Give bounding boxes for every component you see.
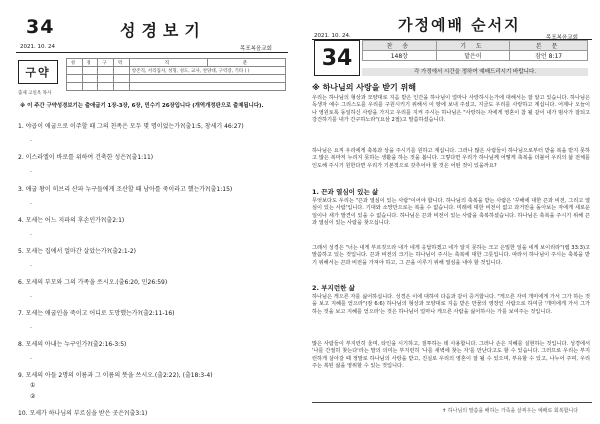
church-name: 목포복음교회 bbox=[546, 35, 578, 41]
section-title: ※ 하나님의 사랑을 받기 위해 bbox=[312, 83, 416, 92]
table-cell: 맡은이 bbox=[436, 51, 510, 61]
date-label: 2021. 10. 24 bbox=[20, 44, 55, 50]
table-cell: 148장 bbox=[363, 51, 437, 61]
table-cell[interactable] bbox=[82, 83, 98, 91]
question-8: 8. 모세의 아내는 누구인가?(출2:16-3:5) bbox=[18, 341, 127, 348]
question-5: 5. 모세는 집에서 얼마간 살았는가?(출2:1-2) bbox=[18, 248, 137, 255]
divider bbox=[16, 52, 288, 53]
subheading-1: 1. 끈과 열심이 있는 삶 bbox=[312, 188, 379, 196]
question-1: 1. 야곱이 애굽으로 이주할 때 그의 친족은 모두 몇 명이었는가?(출1:5, 창세기 46:27) bbox=[18, 123, 244, 130]
table-cell[interactable] bbox=[114, 83, 130, 91]
table-header: 찬 송 bbox=[363, 41, 437, 51]
page-title: 가정예배 순서지 bbox=[398, 16, 521, 34]
paragraph: 많은 사람들이 부지런히 울며, 타인을 시기하고, 질투하는 데 사용합니다. 그러나 손은 지혜를 실현하는 것입니다. 성경에서 '나를 간절히 찾는다'라는 말의 의미는 부지런히 '나를 새벽에 찾는 자'를 만난다고도 할 수 있습니다. 그러므로 우리는 부지런하게 살아갈 때 정말로 하나님의 사랑을 받고, 진실로 우리의 영혼이 잘 될 수 있으며, 부유할 수 있고, 나누어 주며, 우리 주는 복된 삶을 영위할 수 있는 것입니다. bbox=[312, 341, 590, 370]
table-cell[interactable] bbox=[82, 75, 98, 83]
role-options: 항존직, 서리집사, 성형, 성도, 교사, 찬양대, 구역장, 기타 ( ) bbox=[129, 67, 285, 75]
church-name: 목포복음교회 bbox=[240, 46, 272, 52]
footer-divider bbox=[312, 402, 592, 403]
table-header: 구 bbox=[98, 59, 114, 67]
table-header: 직 bbox=[129, 59, 207, 67]
table-header: 본 문 bbox=[510, 41, 588, 51]
intro-note: ※ 이 주간 구약성경보기는 출애굽기 1장-3장, 6장, 민수기 26장입니다 (개역개정판으로 출제됩니다). bbox=[20, 103, 264, 109]
answer-8[interactable]: . bbox=[30, 354, 32, 361]
table-header: 역 bbox=[114, 59, 130, 67]
table-cell[interactable] bbox=[98, 67, 114, 75]
date-label: 2021. 10. 24. bbox=[314, 33, 351, 39]
paragraph: 무엇보다도 우리는 "끈과 열심이 있는 사람"이어야 합니다. 하나님의 축복을 받는 사람은 '꾸해에 대한 끈과 비전, 그리고 열심이 있는 사람'입니다. 기대와 소망만으로는 복을 수 없습니다. 미래에 대한 비전이 없고 과거만을 돌아보는 자에게 새로운 일이나 새가 발견이 있을 수 없습니다. 하나님은 끈과 비전이 있는 사람을 축복하셨습니다. 하나님은 축복을 주시기 위해 끈과 열심이 있는 사람을 찾으십니다. bbox=[312, 198, 590, 227]
table-cell[interactable] bbox=[129, 75, 285, 83]
question-10: 10. 모세가 하나님의 부르심을 받은 곳은?(출3:1) bbox=[18, 410, 148, 417]
category-badge: 구약 bbox=[18, 60, 58, 84]
table-cell[interactable] bbox=[114, 67, 130, 75]
answer-4[interactable]: . bbox=[30, 230, 32, 237]
answer-3[interactable]: . bbox=[30, 199, 32, 206]
table-header: 성 bbox=[67, 59, 83, 67]
footer-text: ✝ 하나님의 말씀을 배하는 가족을 살찌우는 예배로 회복합니다 bbox=[442, 408, 579, 414]
question-3: 3. 애굽 왕이 히브리 산파 누구들에게 조산할 때 남아를 죽이라고 했는가?(출1:15) bbox=[18, 186, 233, 193]
notice-banner: 각 가정에서 시간을 정하여 예배드리시기 바랍니다. bbox=[362, 68, 588, 76]
table-cell[interactable] bbox=[82, 67, 98, 75]
table-cell: 잠언 8:17 bbox=[510, 51, 588, 61]
paragraph: 하나님은 요직 우리에게 축복과 상을 주시기를 원하고 계십니다. 그러나 많은 사람들이 하나님으로부터 받을 복을 받지 못하고 많은 복마저 누리지 못하는 생활을 하는 것을 봅니다. 그렇다면 우리가 하나님께 어떻게 축복을 더불어 우리의 삶 전체를 인도해 주시기 원한다면 우리가 기본적으로 갖추어야 할 것은 어떤 것이 있을까요? bbox=[312, 148, 590, 169]
table-header: 기 도 bbox=[436, 41, 510, 51]
author-label: 출제 고일옥 목사 bbox=[18, 91, 52, 96]
issue-number: 34 bbox=[26, 16, 55, 38]
question-4: 4. 모세는 어느 지파의 후손인가?(출2:1) bbox=[18, 217, 125, 224]
table-header: 경 bbox=[82, 59, 98, 67]
table-header: 분 bbox=[207, 59, 285, 67]
paragraph: 우리는 하나님의 형상과 모양대로 지음 받은 인간을 하나님이 얼마나 사랑하시는가에 대해서는 잘 알고 있습니다. 하나님은 독생자 예수 그리스도를 우리를 구원시키기 위해서 이 땅에 보내 주셨고, 지금도 우리를 사랑하고 계십니다. 어제나 오늘이나 영원토록 동일하신 사랑을 가지고 우리를 지켜 주시는 하나님은 "사랑하는 자에게 영혼이 참 될 같이 내가 범사가 잘되고 강건하기를 내가 간구하노라"(요삼 2절)고 말씀하셨습니다. bbox=[312, 95, 590, 124]
table-cell[interactable] bbox=[114, 75, 130, 83]
paragraph: 그래서 성경은 "너는 내게 부르짖으라 내가 네게 응답하겠고 네가 알지 못하는 크고 은밀한 일을 네게 보이리라"(렘 33:3)고 말씀하고 있는 것입니다. 끈과 비전의 크기는 하나님이 주시는 축복에 대한 그릇입니다. 따라서 하나님이 주시는 축복을 받기 위해서는 끈과 비전을 가져야 하고, 그 끈을 이루기 위해 열심을 내야 할 것입니다. bbox=[312, 245, 590, 266]
question-9: 9. 모세의 아들 2명의 이름과 그 이름의 뜻을 쓰시오.(출2:22), (출18:3-4) bbox=[18, 372, 213, 379]
reader-info-table bbox=[66, 58, 286, 91]
question-6: 6. 모세의 부모와 그의 가족을 쓰시오.(출6:20, 민26:59) bbox=[18, 279, 168, 286]
answer-2[interactable]: . bbox=[30, 167, 32, 174]
question-2: 2. 이스라엘이 바로를 위하여 건축한 성은?(출1:11) bbox=[18, 154, 154, 161]
right-page bbox=[302, 0, 600, 424]
subheading-2: 2. 부지런한 삶 bbox=[312, 284, 355, 292]
table-cell[interactable] bbox=[129, 83, 285, 91]
answer-1[interactable]: . bbox=[30, 136, 32, 143]
answer-6[interactable]: . bbox=[30, 292, 32, 299]
table-cell[interactable] bbox=[67, 75, 83, 83]
issue-number: 34 bbox=[314, 40, 360, 76]
answer-9-2[interactable]: ② bbox=[30, 393, 36, 400]
answer-5[interactable]: . bbox=[30, 261, 32, 268]
answer-7[interactable]: . bbox=[30, 323, 32, 330]
table-cell[interactable] bbox=[67, 83, 83, 91]
table-cell[interactable] bbox=[67, 67, 83, 75]
worship-order-table bbox=[362, 40, 588, 61]
table-cell[interactable] bbox=[98, 75, 114, 83]
paragraph: 하나님은 게으른 자를 싫어하십니다. 성경은 이에 대하여 다음과 같이 증거합니다. "게으른 자여 개미에게 가서 그가 하는 것을 보고 지혜를 얻으라"(잠 6:6) 하나님의 형상과 모양대로 지음 받은 만물의 영장인 사람으로 하여금 '개미에게 가서 그가 하는 것을 보고 지혜를 얻으라'는 것은 하나님이 얼마나 게으른 사람을 싫어하시는 가를 보여주는 것입니다. bbox=[312, 294, 590, 315]
table-cell[interactable] bbox=[98, 83, 114, 91]
answer-9-1[interactable]: ① bbox=[30, 382, 36, 389]
question-7: 7. 모세는 애굽인을 죽이고 어디로 도망했는가?(출2:11-16) bbox=[18, 310, 175, 317]
page-title: 성경보기 bbox=[120, 21, 206, 40]
